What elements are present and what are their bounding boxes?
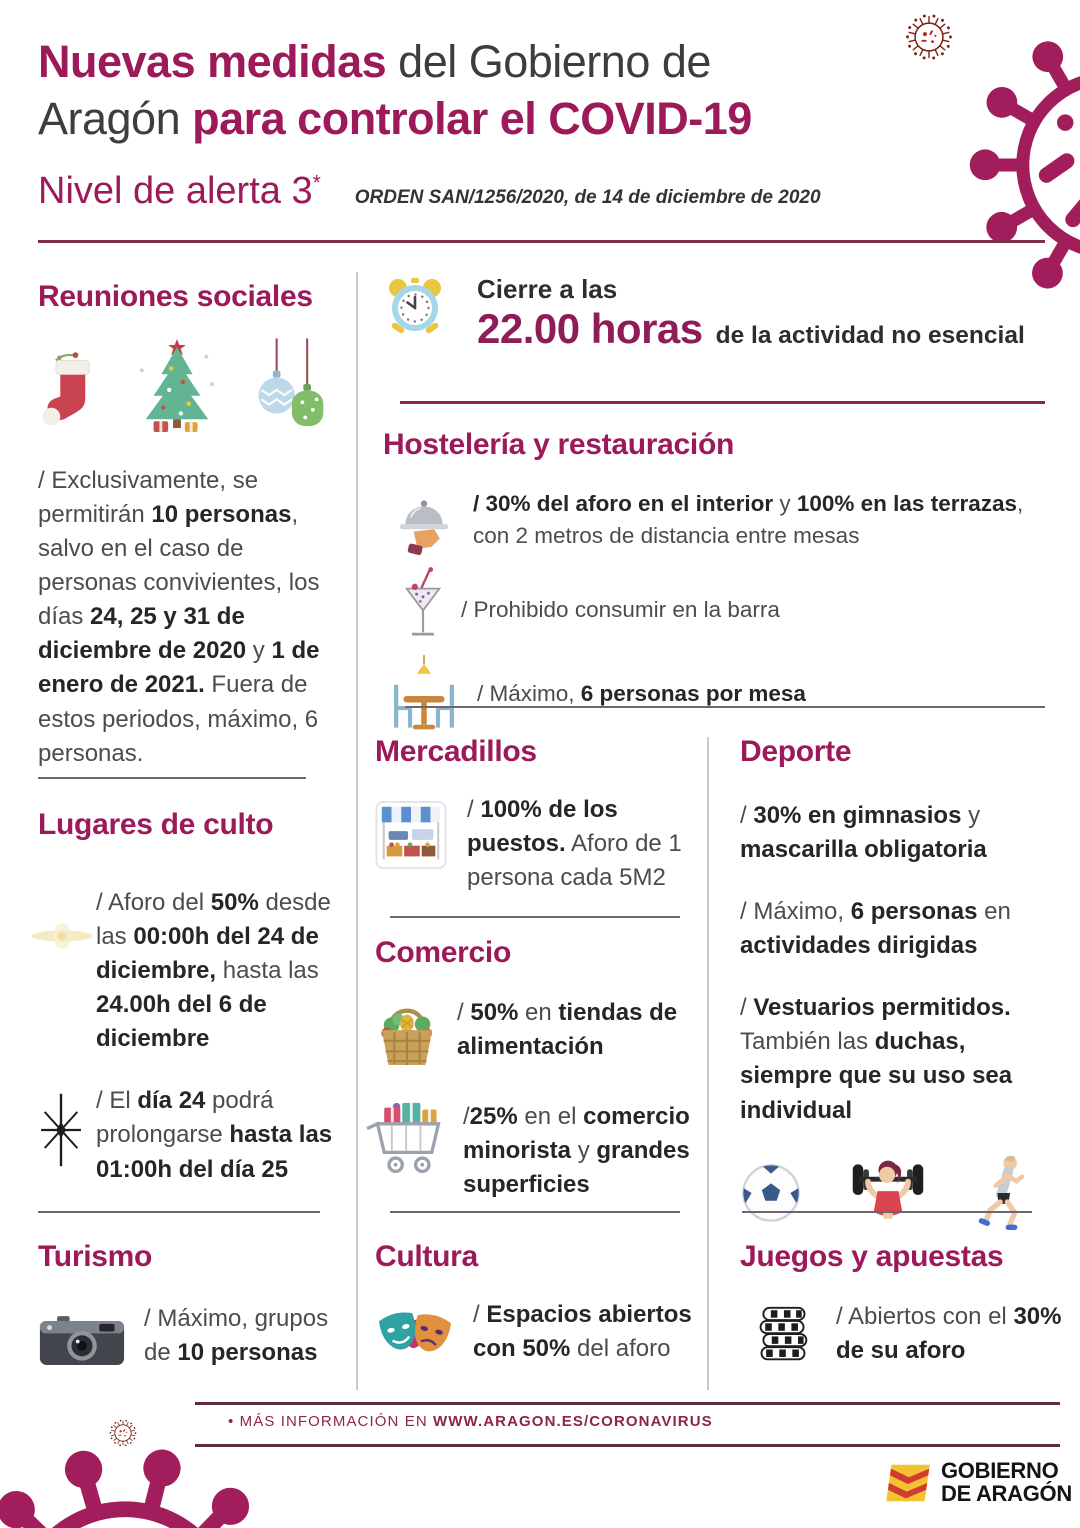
lugares-item-text: / El día 24 podrá prolongarse hasta las 01:00h del día 25: [96, 1087, 333, 1183]
grocery-basket-icon: [375, 996, 439, 1070]
gobierno-aragon-logo: [885, 1460, 1072, 1506]
section-hosteleria: [383, 428, 1060, 738]
section-title-turismo: Turismo: [38, 1240, 153, 1273]
section-reuniones: [38, 280, 330, 771]
divider: [390, 916, 680, 918]
hosteleria-item-text: / Máximo, 6 personas por mesa: [477, 681, 806, 706]
turismo-item-text: / Máximo, grupos de 10 personas: [144, 1305, 329, 1367]
page-title-line1: Nuevas medidas del Gobierno de: [38, 36, 711, 87]
section-title-lugares: Lugares de culto: [38, 808, 274, 841]
section-deporte: [740, 735, 1062, 1236]
aragon-flag-icon: [885, 1462, 931, 1504]
logo-line1: GOBIERNO: [941, 1458, 1059, 1483]
section-cultura: [375, 1240, 695, 1368]
section-juegos: [740, 1240, 1062, 1368]
theater-masks-icon: [375, 1298, 455, 1368]
christmas-tree-icon: [134, 336, 220, 438]
alert-asterisk: *: [312, 171, 321, 195]
section-title-mercadillos: Mercadillos: [375, 735, 537, 768]
comercio-item-text: /25% en el comercio minorista y grandes superficies: [463, 1103, 690, 1199]
market-stall-icon: [375, 799, 447, 871]
table-chairs-icon: [385, 654, 463, 738]
logo-line2: DE ARAGÓN: [941, 1480, 1072, 1506]
closing-suffix: de la actividad no esencial: [715, 322, 1025, 349]
page-title-line2: Aragón para controlar el COVID-19: [38, 92, 752, 144]
section-title-comercio: Comercio: [375, 936, 511, 969]
closing-time: 22.00 horas: [477, 305, 703, 352]
section-title-reuniones: Reuniones sociales: [38, 280, 313, 313]
divider: [38, 777, 306, 779]
footer-rule-top: [195, 1402, 1060, 1405]
divider: [405, 706, 1045, 708]
lugares-item-text: / Aforo del 50% desde las 00:00h del 24 de diciembre, hasta las 24.00h del 6 de diciembre: [96, 889, 331, 1053]
order-reference: ORDEN SAN/1256/2020, de 14 de diciembre de 2020: [354, 187, 821, 208]
virus-small-icon: [106, 1416, 140, 1450]
glow-icon: [30, 914, 94, 958]
divider: [742, 1211, 1032, 1213]
soccer-ball-icon: [740, 1161, 802, 1225]
hosteleria-item-text: / 30% del aforo en el interior y 100% en las terrazas, con 2 metros de distancia entre mesas: [473, 491, 1024, 548]
mercadillos-item-text: / 100% de los puestos. Aforo de 1 persona cada 5M2: [467, 796, 682, 892]
ornaments-icon: [250, 336, 330, 438]
section-turismo: [38, 1240, 348, 1374]
section-title-hosteleria: Hostelería y restauración: [383, 428, 734, 461]
section-cierre: [383, 274, 1063, 353]
reuniones-body: / Exclusivamente, se permitirán 10 personas, salvo en el caso de personas convivientes, los días 24, 25 y 31 de diciembre de 2020 y 1 de enero de 2021. Fuera de estos periodos, máximo, 6 personas.: [38, 467, 320, 767]
section-title-cultura: Cultura: [375, 1240, 478, 1273]
cultura-item-text: / Espacios abiertos con 50% del aforo: [473, 1301, 692, 1363]
header-rule: [38, 240, 1045, 243]
virus-large-icon: [0, 1415, 325, 1528]
deporte-item-text: / 30% en gimnasios y mascarilla obligatoria: [740, 802, 987, 864]
divider: [38, 1211, 320, 1213]
alert-level: Nivel de alerta 3*: [38, 170, 321, 212]
camera-icon: [38, 1310, 126, 1374]
page-title: [38, 34, 898, 147]
cloche-icon: [397, 490, 451, 560]
comercio-item-text: / 50% en tiendas de alimentación: [457, 999, 678, 1061]
section-mercadillos: [375, 735, 690, 895]
deporte-item-text: / Máximo, 6 personas en actividades dirigidas: [740, 898, 1011, 960]
column-divider-left: [356, 272, 358, 1390]
star-icon: [32, 1088, 90, 1172]
shopping-cart-icon: [365, 1100, 451, 1180]
section-title-juegos: Juegos y apuestas: [740, 1240, 1004, 1273]
cocktail-icon: [403, 562, 443, 648]
alarm-clock-icon: [383, 274, 447, 340]
hosteleria-item-text: / Prohibido consumir en la barra: [461, 597, 780, 622]
divider: [390, 1211, 680, 1213]
deporte-item-text: / Vestuarios permitidos. También las duchas, siempre que su uso sea individual: [740, 994, 1013, 1124]
section-title-deporte: Deporte: [740, 735, 852, 768]
christmas-stocking-icon: [38, 340, 104, 438]
juegos-item-text: / Abiertos con el 30% de su aforo: [836, 1303, 1062, 1365]
poker-chips-icon: [754, 1302, 812, 1368]
section-lugares: [38, 808, 338, 1187]
footer-info: • MÁS INFORMACIÓN EN WWW.ARAGON.ES/CORONAVIRUS: [228, 1413, 713, 1430]
column-divider-right: [707, 737, 709, 1390]
weightlifter-icon: [845, 1153, 931, 1233]
closing-label: Cierre a las: [477, 274, 618, 304]
runner-icon: [974, 1150, 1030, 1236]
section-comercio: [375, 936, 695, 1202]
divider: [400, 401, 1045, 404]
